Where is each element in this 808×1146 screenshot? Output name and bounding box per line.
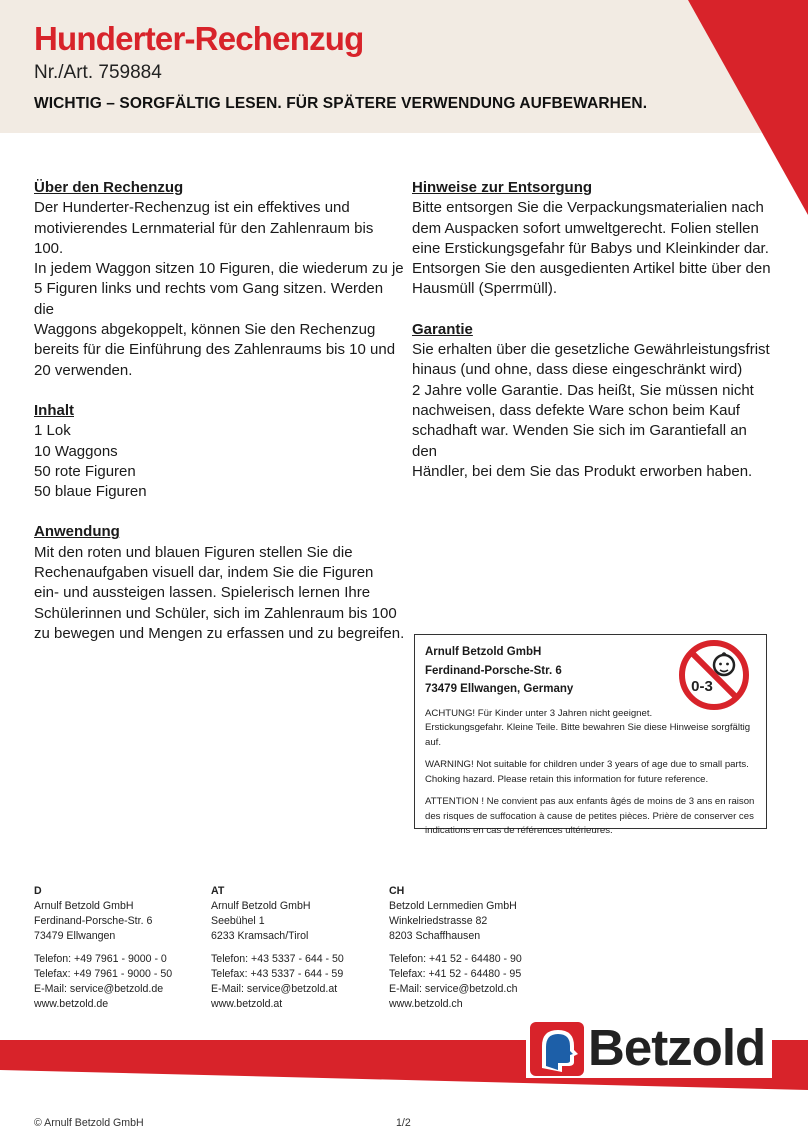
- section-heading: Über den Rechenzug: [34, 179, 184, 196]
- section-heading: Anwendung: [34, 523, 120, 541]
- contact-austria: [211, 884, 344, 1012]
- warning-box: [414, 634, 767, 836]
- section-body: Der Hunderter-Rechenzug ist ein effektives und motivierendes Lernmaterial für den Zahlenraum bis 100. In jedem Waggon sitzen 10 Figuren, die wiederum zu je 5 Figuren links und rechts vom Gang sitzen. Werden die Waggons abgekoppelt, können Sie den Rechenzug bereits für die Einführung des Zahlenraums bis 10 und 20 verwenden.: [34, 199, 404, 379]
- section-disposal: [412, 178, 772, 300]
- page-number: 1/2: [396, 1117, 411, 1129]
- contact-country: AT: [211, 885, 225, 897]
- logo-wordmark: Betzold: [588, 1019, 766, 1076]
- article-number: Nr./Art. 759884: [34, 62, 162, 83]
- contact-address: Arnulf Betzold GmbH Ferdinand-Porsche-Str. 6 73479 Ellwangen: [34, 900, 153, 942]
- section-body: Mit den roten und blauen Figuren stellen Sie die Rechenaufgaben visuell dar, indem Sie die Figuren ein- und aussteigen lassen. Spielerisch lernen Ihre Schülerinnen und Schüler, sich im Zahlenraum bis 100 zu bewegen und Mengen zu erfassen und zu begreifen.: [34, 543, 405, 642]
- section-usage: [34, 522, 406, 644]
- contact-switzerland: [389, 884, 522, 1012]
- section-heading: Hinweise zur Entsorgung: [412, 179, 593, 196]
- left-column: [34, 178, 406, 664]
- section-body: 1 Lok 10 Waggons 50 rote Figuren 50 blaue Figuren: [34, 422, 147, 501]
- manufacturer-address: Arnulf Betzold GmbH Ferdinand-Porsche-Str. 6 73479 Ellwangen, Germany: [425, 646, 574, 695]
- age-label: 0-3: [691, 678, 713, 695]
- footer-copyright: © Arnulf Betzold GmbH: [34, 1117, 144, 1129]
- page-title: Hunderter-Rechenzug: [34, 20, 364, 57]
- betzold-logo: [526, 1020, 772, 1078]
- section-about: [34, 178, 406, 381]
- logo-head-icon: [528, 1020, 586, 1078]
- important-notice: WICHTIG – SORGFÄLTIG LESEN. FÜR SPÄTERE VERWENDUNG AUFBEWARHEN.: [34, 95, 648, 112]
- contact-address: Betzold Lernmedien GmbH Winkelriedstrasse 82 8203 Schaffhausen: [389, 900, 517, 942]
- contact-country: D: [34, 885, 42, 897]
- contact-details: Telefon: +41 52 - 64480 - 90 Telefax: +41 52 - 64480 - 95 E-Mail: service@betzold.ch www.betzold.ch: [389, 953, 522, 1010]
- contact-germany: [34, 884, 172, 1012]
- contact-country: CH: [389, 885, 405, 897]
- age-restriction-icon: [678, 639, 750, 711]
- warning-text-en: WARNING! Not suitable for children under 3 years of age due to small parts. Choking hazard. Please retain this information for future reference.: [425, 759, 749, 785]
- section-warranty: [412, 320, 772, 482]
- warning-text-fr: ATTENTION ! Ne convient pas aux enfants âgés de moins de 3 ans en raison des risques de suffocation à cause de petites pièces. Prière de conserver ces indications en cas de références ultérieures.: [425, 796, 755, 836]
- right-column: [412, 178, 772, 502]
- section-heading: Garantie: [412, 320, 473, 338]
- contact-details: Telefon: +43 5337 - 644 - 50 Telefax: +43 5337 - 644 - 59 E-Mail: service@betzold.at www.betzold.at: [211, 953, 344, 1010]
- contact-address: Arnulf Betzold GmbH Seebühel 1 6233 Kramsach/Tirol: [211, 900, 311, 942]
- contact-details: Telefon: +49 7961 - 9000 - 0 Telefax: +49 7961 - 9000 - 50 E-Mail: service@betzold.de www.betzold.de: [34, 953, 173, 1010]
- warning-text-de: ACHTUNG! Für Kinder unter 3 Jahren nicht geeignet. Erstickungsgefahr. Kleine Teile. Bitte bewahren Sie diese Hinweise sorgfältig auf.: [425, 707, 751, 748]
- section-contents: [34, 401, 406, 502]
- section-body: Bitte entsorgen Sie die Verpackungsmaterialien nach dem Auspacken sofort umweltgerecht. Folien stellen eine Erstickungsgefahr für Babys und Kleinkinder dar. Entsorgen Sie den ausgedienten Artikel bitte über den Hausmüll (Sperrmüll).: [412, 199, 771, 298]
- section-heading: Inhalt: [34, 401, 74, 419]
- section-body: Sie erhalten über die gesetzliche Gewährleistungsfrist hinaus (und ohne, dass diese eingeschränkt wird) 2 Jahre volle Garantie. Das heißt, Sie müssen nicht nachweisen, dass defekte Ware schon beim Kauf schadhaft war. Wenden Sie sich im Garantiefall an den Händler, bei dem Sie das Produkt erworben haben.: [412, 341, 770, 480]
